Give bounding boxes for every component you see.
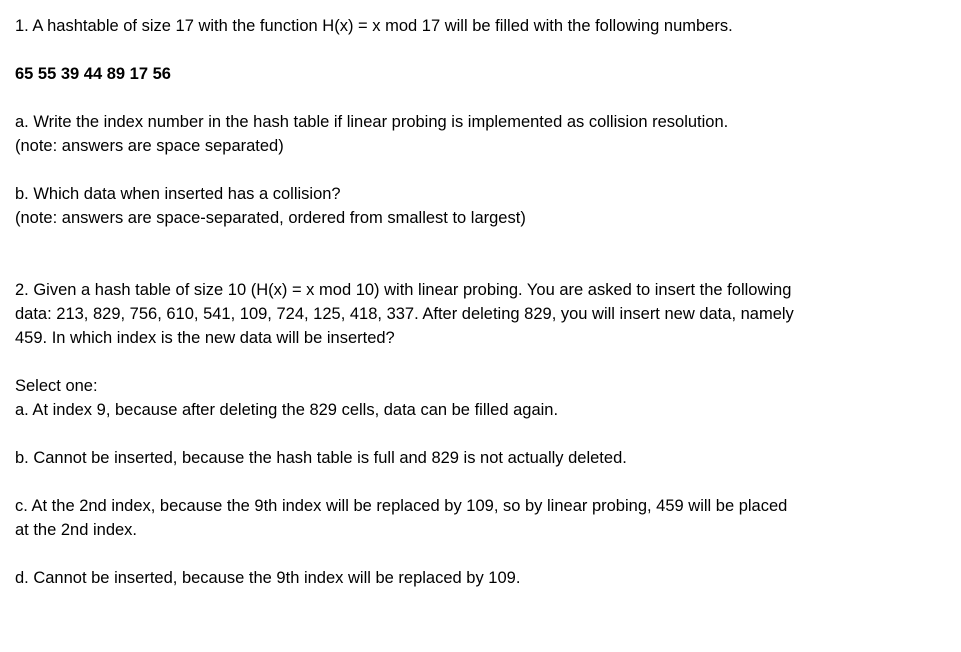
q2-option-c-line1: c. At the 2nd index, because the 9th index will be replaced by 109, so by linear probing, 459 will be placed	[15, 497, 788, 515]
q2-option-b: b. Cannot be inserted, because the hash table is full and 829 is not actually deleted.	[15, 449, 627, 467]
q2-option-c-line2: at the 2nd index.	[15, 521, 138, 539]
q1-part-b: b. Which data when inserted has a collision?	[15, 185, 341, 203]
q1-part-b-note: (note: answers are space-separated, ordered from smallest to largest)	[15, 209, 526, 227]
spacer	[15, 542, 945, 566]
spacer	[15, 158, 945, 182]
q2-stem-line1: 2. Given a hash table of size 10 (H(x) = x mod 10) with linear probing. You are asked to insert the following	[15, 281, 792, 299]
spacer	[15, 230, 945, 278]
spacer	[15, 470, 945, 494]
q2-stem-line2: data: 213, 829, 756, 610, 541, 109, 724, 125, 418, 337. After deleting 829, you will insert new data, namely	[15, 305, 794, 323]
document-body	[15, 14, 945, 590]
spacer	[15, 422, 945, 446]
q2-stem-line3: 459. In which index is the new data will be inserted?	[15, 329, 395, 347]
q2-option-a: a. At index 9, because after deleting the 829 cells, data can be filled again.	[15, 401, 559, 419]
spacer	[15, 86, 945, 110]
q2-select-prompt: Select one:	[15, 377, 98, 395]
q2-option-d: d. Cannot be inserted, because the 9th index will be replaced by 109.	[15, 569, 521, 587]
spacer	[15, 38, 945, 62]
spacer	[15, 350, 945, 374]
q1-part-a: a. Write the index number in the hash table if linear probing is implemented as collision resolution.	[15, 113, 729, 131]
q1-numbers: 65 55 39 44 89 17 56	[15, 65, 171, 83]
q1-part-a-note: (note: answers are space separated)	[15, 137, 284, 155]
q1-stem: 1. A hashtable of size 17 with the function H(x) = x mod 17 will be filled with the following numbers.	[15, 17, 733, 35]
